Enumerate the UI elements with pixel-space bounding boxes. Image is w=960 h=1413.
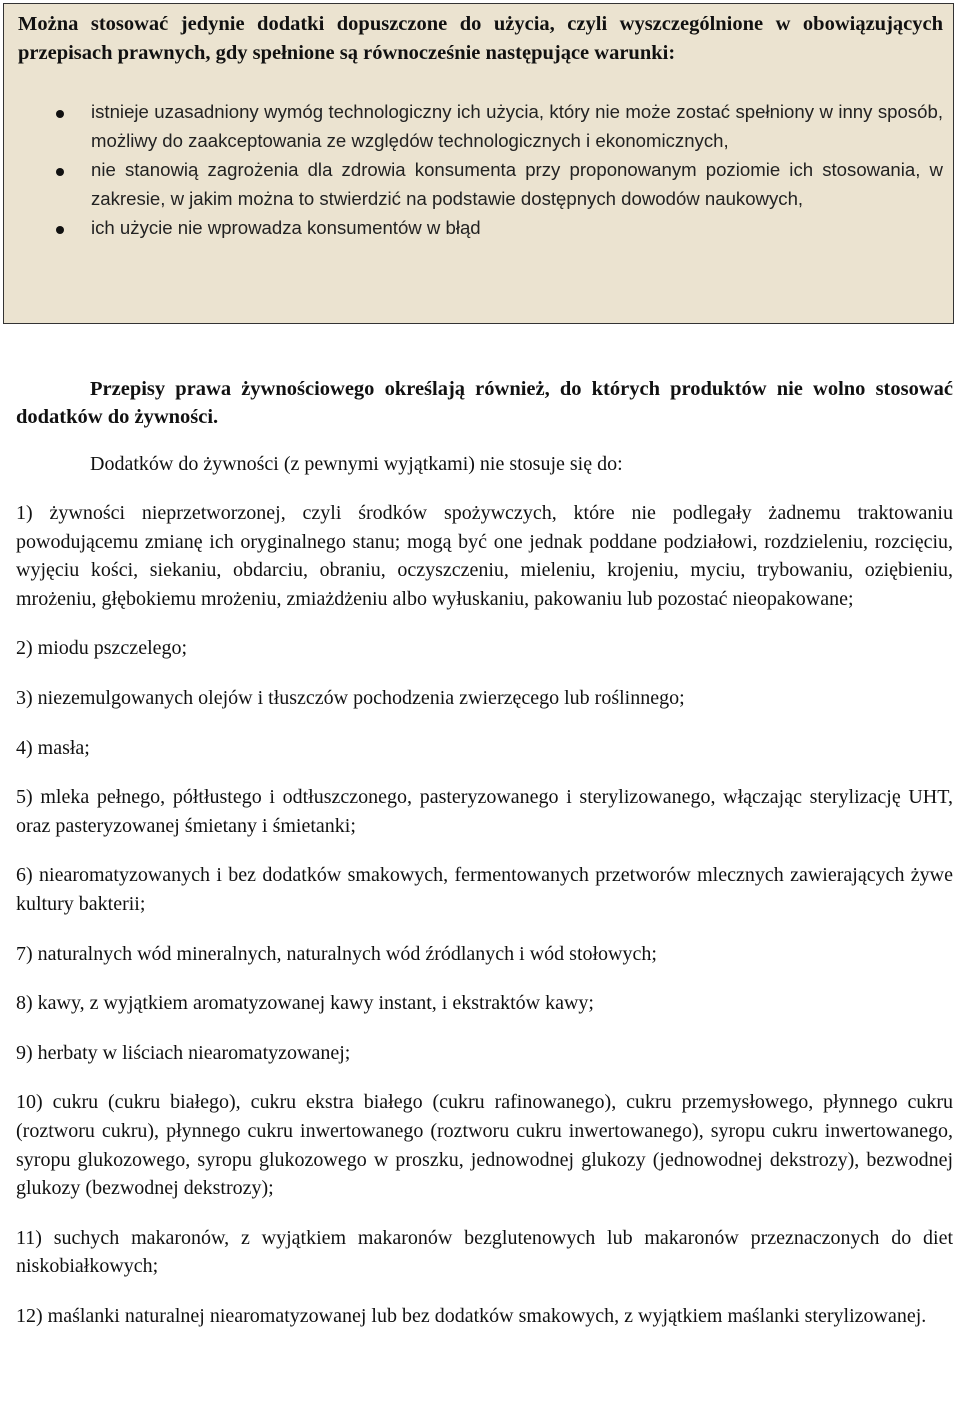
list-item: 3) niezemulgowanych olejów i tłuszczów pochodzenia zwierzęcego lub roślinnego;	[16, 686, 685, 709]
exceptions-intro: Dodatków do żywności (z pewnymi wyjątkami) nie stosuje się do:	[90, 453, 623, 475]
condition-text: nie stanowią zagrożenia dla zdrowia konsumenta przy proponowanym poziomie ich stosowania, w zakresie, w jakim można to stwierdzić na podstawie dostępnych dowodów naukowych,	[91, 159, 943, 209]
bullet-icon	[56, 168, 64, 176]
list-item: 9) herbaty w liściach niearomatyzowanej;	[16, 1041, 351, 1064]
conditions-box	[3, 3, 954, 324]
bullet-icon	[56, 110, 64, 118]
list-item: 2) miodu pszczelego;	[16, 637, 188, 660]
conditions-intro: Można stosować jedynie dodatki dopuszczone do użycia, czyli wyszczególnione w obowiązujących przepisach prawnych, gdy spełnione są równocześnie następujące warunki:	[18, 13, 943, 64]
conditions-list	[18, 97, 943, 242]
main-content	[16, 375, 953, 1330]
condition-text: istnieje uzasadniony wymóg technologiczny ich użycia, który nie może zostać spełniony w inny sposób, możliwy do zaakceptowania ze względów technologicznych i ekonomicznych,	[91, 101, 943, 151]
list-item: 8) kawy, z wyjątkiem aromatyzowanej kawy instant, i ekstraktów kawy;	[16, 992, 594, 1015]
condition-item	[18, 97, 943, 155]
lead-paragraph: Przepisy prawa żywnościowego określają również, do których produktów nie wolno stosować dodatków do żywności.	[16, 378, 953, 428]
bullet-icon	[56, 226, 64, 234]
list-item: 7) naturalnych wód mineralnych, naturalnych wód źródlanych i wód stołowych;	[16, 942, 657, 965]
list-item: 10) cukru (cukru białego), cukru ekstra białego (cukru rafinowanego), cukru przemysłowego, płynnego cukru (roztworu cukru), płynnego cukru inwertowanego (roztworu cukru inwertowanego), syropu cukru inwertowanego, syropu glukozowego, syropu glukozowego w proszku, jednowodnej glukozy (jednowodnej dekstrozy), bezwodnej glukozy (bezwodnej dekstrozy);	[16, 1091, 953, 1200]
list-item: 5) mleka pełnego, półtłustego i odtłuszczonego, pasteryzowanego i sterylizowanego, włączając sterylizację UHT, oraz pasteryzowanej śmietany i śmietanki;	[16, 786, 953, 837]
condition-text: ich użycie nie wprowadza konsumentów w błąd	[91, 217, 481, 238]
list-item: 4) masła;	[16, 736, 90, 759]
condition-item	[18, 155, 943, 213]
list-item: 12) maślanki naturalnej niearomatyzowanej lub bez dodatków smakowych, z wyjątkiem maślanki sterylizowanej.	[16, 1304, 927, 1327]
list-item: 1) żywności nieprzetworzonej, czyli środków spożywczych, które nie podlegały żadnemu traktowaniu powodującemu zmianę ich oryginalnego stanu; mogą być one jednak poddane podziałowi, rozdzieleniu, rozcięciu, wyjęciu kości, siekaniu, obdarciu, obraniu, oczyszczeniu, mieleniu, krojeniu, myciu, trybowaniu, oziębieniu, mrożeniu, głębokiemu mrożeniu, zmiażdżeniu albo wyłuskaniu, pakowaniu lub pozostać nieopakowane;	[16, 502, 953, 610]
list-item: 11) suchych makaronów, z wyjątkiem makaronów bezglutenowych lub makaronów przeznaczonych do diet niskobiałkowych;	[16, 1226, 953, 1278]
list-item: 6) niearomatyzowanych i bez dodatków smakowych, fermentowanych przetworów mlecznych zawierających żywe kultury bakterii;	[16, 864, 953, 915]
condition-item	[18, 213, 943, 242]
